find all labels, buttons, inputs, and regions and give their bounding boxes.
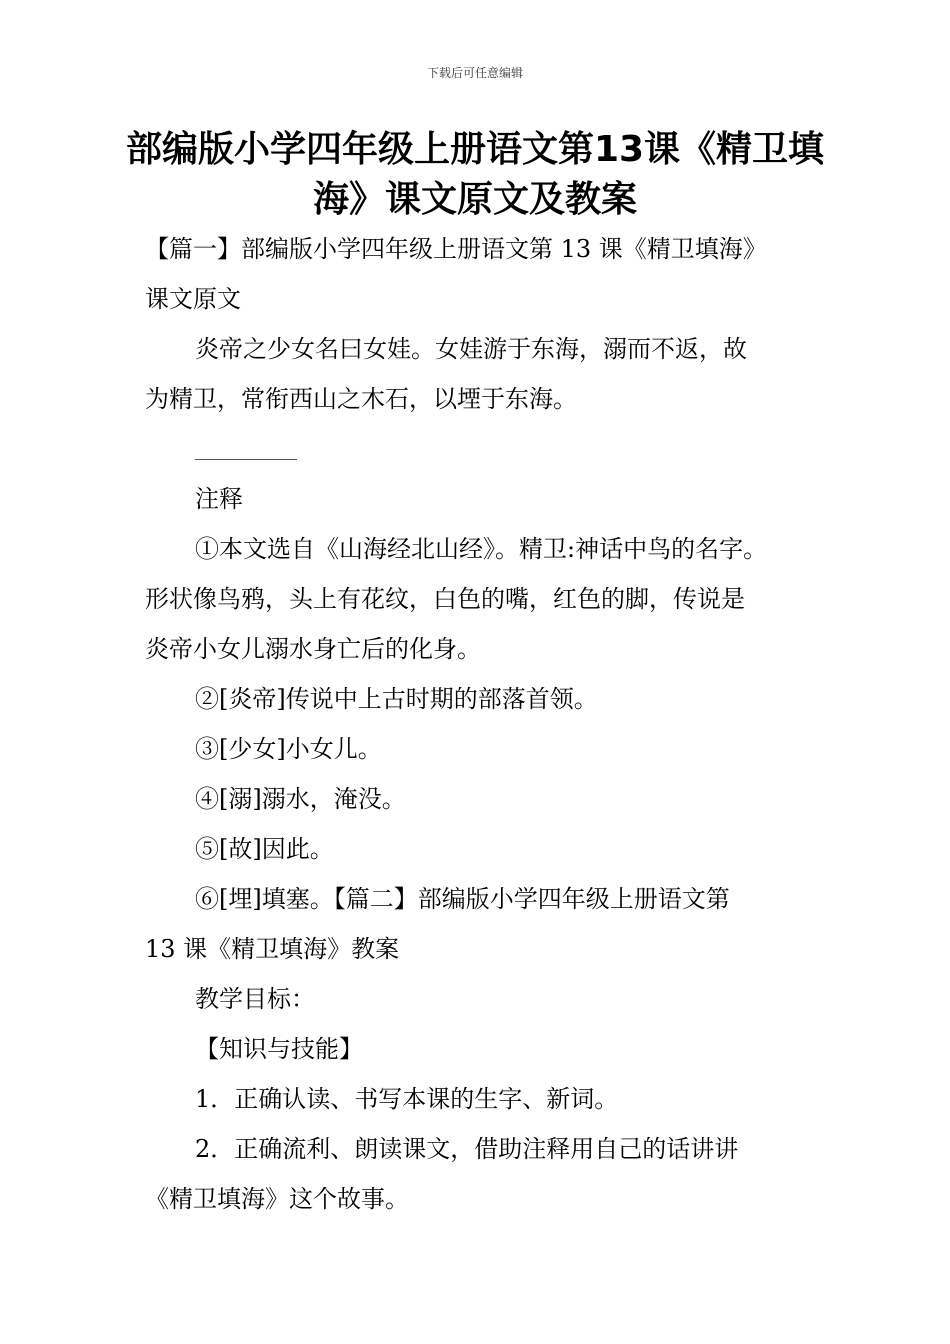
note-item-cont: 炎帝小女儿溺水身亡后的化身。 [145, 635, 481, 663]
footnote-divider [195, 459, 297, 460]
note-item: ④[溺]溺水，淹没。 [195, 785, 406, 813]
note-item: ①本文选自《山海经北山经》。精卫:神话中鸟的名字。 [195, 535, 768, 563]
objective-item: 2．正确流利、朗读课文，借助注释用自己的话讲讲 [195, 1135, 739, 1163]
note-item: ②[炎帝]传说中上古时期的部落首领。 [195, 685, 598, 713]
document-title: 部编版小学四年级上册语文第13课《精卫填海》课文原文及教案 [125, 129, 825, 220]
section-heading-2-cont: 13 课《精卫填海》教案 [145, 935, 400, 963]
note-item: ⑤[故]因此。 [195, 835, 334, 863]
original-text-line: 为精卫，常衔西山之木石，以堙于东海。 [145, 385, 577, 413]
objective-item-cont: 《精卫填海》这个故事。 [145, 1185, 409, 1213]
note-item-cont: 形状像鸟鸦，头上有花纹，白色的嘴，红色的脚，传说是 [145, 585, 745, 613]
section-heading-1: 【篇一】部编版小学四年级上册语文第 13 课《精卫填海》 [145, 235, 767, 263]
header-note: 下载后可任意编辑 [426, 66, 523, 80]
note-item: ③[少女]小女儿。 [195, 735, 382, 763]
objectives-subheading: 【知识与技能】 [195, 1035, 363, 1063]
notes-heading: 注释 [195, 485, 243, 513]
objectives-heading: 教学目标： [195, 985, 315, 1013]
objective-item: 1．正确认读、书写本课的生字、新词。 [195, 1085, 619, 1113]
original-text-line: 炎帝之少女名曰女娃。女娃游于东海，溺而不返，故 [195, 335, 747, 363]
section-heading-1-cont: 课文原文 [145, 285, 241, 313]
note-item: ⑥[埋]填塞。【篇二】部编版小学四年级上册语文第 [195, 885, 730, 913]
